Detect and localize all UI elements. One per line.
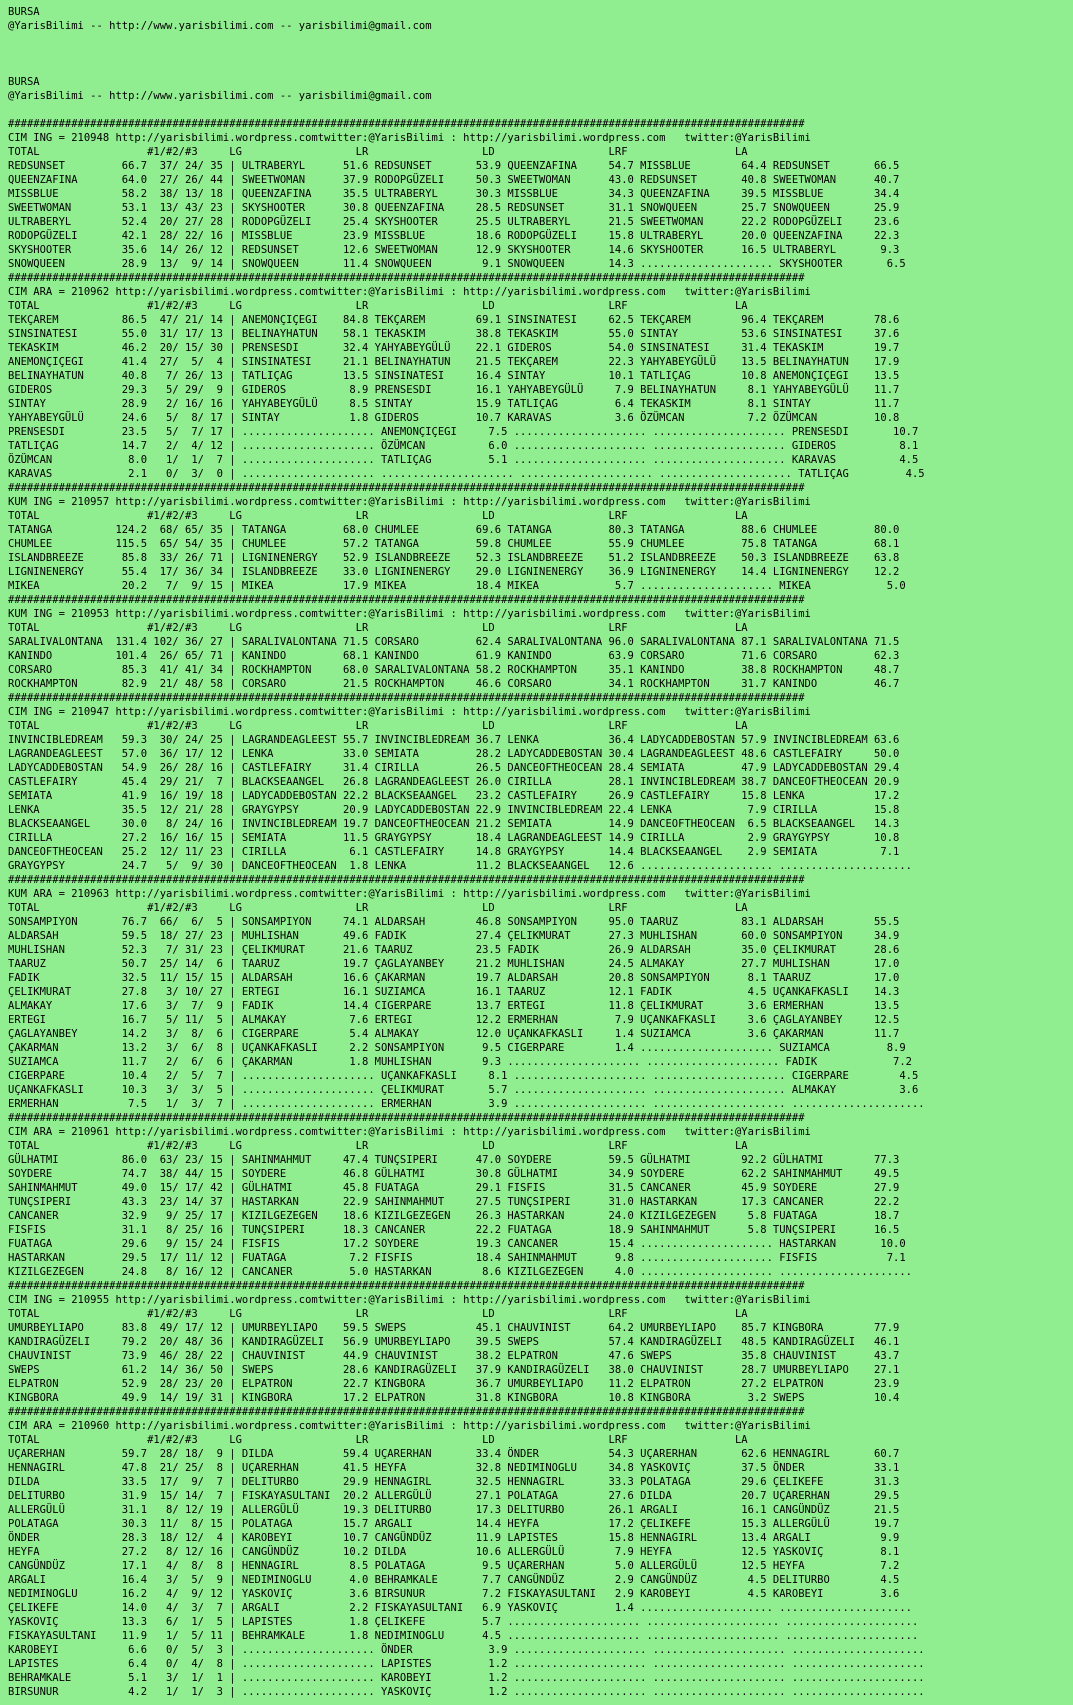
table-row: CIRILLA 27.2 16/ 16/ 15 | SEMIATA 11.5 GRAYGYPSY 18.4 LAGRANDEAGLEEST 14.9 CIRILLA 2.9 GRAYGYPSY 10.8 <box>8 832 900 844</box>
table-row: ÖNDER 28.3 18/ 12/ 4 | KAROBEYI 10.7 CANGÜNDÜZ 11.9 LAPISTES 15.8 HENNAGIRL 13.4 ARGALI 9.9 <box>8 1532 900 1544</box>
table-row: INVINCIBLEDREAM 59.3 30/ 24/ 25 | LAGRANDEAGLEEST 55.7 INVINCIBLEDREAM 36.7 LENKA 36.4 LADYCADDEBOSTAN 57.9 INVINCIBLEDREAM 63.6 <box>8 734 900 746</box>
table-row: DANCEOFTHEOCEAN 25.2 12/ 11/ 23 | CIRILLA 6.1 CASTLEFAIRY 14.8 GRAYGYPSY 14.4 BLACKSEAANGEL 2.9 SEMIATA 7.1 <box>8 846 900 858</box>
table-row: KANINDO 101.4 26/ 65/ 71 | KANINDO 68.1 KANINDO 61.9 KANINDO 63.9 CORSARO 71.6 CORSARO 62.3 <box>8 650 900 662</box>
table-row: KINGBORA 49.9 14/ 19/ 31 | KINGBORA 17.2 ELPATRON 31.8 KINGBORA 10.8 KINGBORA 3.2 SWEPS 10.4 <box>8 1392 900 1404</box>
table-row: HEYFA 27.2 8/ 12/ 16 | CANGÜNDÜZ 10.2 DILDA 10.6 ALLERGÜLÜ 7.9 HEYFA 12.5 YASKOVIÇ 8.1 <box>8 1546 900 1558</box>
table-row: MIKEA 20.2 7/ 9/ 15 | MIKEA 17.9 MIKEA 18.4 MIKEA 5.7 ..................... MIKEA 5.0 <box>8 580 906 592</box>
table-row: CANGÜNDÜZ 17.1 4/ 8/ 8 | HENNAGIRL 8.5 POLATAGA 9.5 UÇARERHAN 5.0 ALLERGÜLÜ 12.5 HEYFA 7.2 <box>8 1560 900 1572</box>
section-separator: ############################################################################################################################## <box>8 1112 805 1124</box>
table-row: SAHINMAHMUT 49.0 15/ 17/ 42 | GÜLHATMI 45.8 FUATAGA 29.1 FISFIS 31.5 CANCANER 45.9 SOYDERE 27.9 <box>8 1182 900 1194</box>
table-row: SINTAY 28.9 2/ 16/ 16 | YAHYABEYGÜLÜ 8.5 SINTAY 15.9 TATLIÇAG 6.4 TEKASKIM 8.1 SINTAY 11.7 <box>8 398 900 410</box>
section-separator: ############################################################################################################################## <box>8 594 805 606</box>
table-row: CIGERPARE 10.4 2/ 5/ 7 | ..................... UÇANKAFKASLI 8.1 ..................... ..................... CIGERPARE 4.5 <box>8 1070 919 1082</box>
table-row: SWEETWOMAN 53.1 13/ 43/ 23 | SKYSHOOTER 30.8 QUEENZAFINA 28.5 REDSUNSET 31.1 SNOWQUEEN 25.7 SNOWQUEEN 25.9 <box>8 202 900 214</box>
column-headers: TOTAL #1/#2/#3 LG LR LD LRF LA <box>8 510 748 522</box>
spacer-line <box>8 103 1068 117</box>
table-row: FISKAYASULTANI 11.9 1/ 5/ 11 | BEHRAMKALE 1.8 NEDIMINOGLU 4.5 ..................... ..................... ..................... <box>8 1630 919 1642</box>
table-row: KANDIRAGÜZELI 79.2 20/ 48/ 36 | KANDIRAGÜZELI 56.9 UMURBEYLIAPO 39.5 SWEPS 57.4 KANDIRAGÜZELI 48.5 KANDIRAGÜZELI 46.1 <box>8 1336 900 1348</box>
section-header: CIM ING = 210947 http://yarisbilimi.wordpress.comtwitter:@YarisBilimi : http://yarisbilimi.wordpress.com twitter:@YarisBilimi <box>8 706 811 718</box>
header-contact-repeat: @YarisBilimi -- http://www.yarisbilimi.com -- yarisbilimi@gmail.com <box>8 90 432 102</box>
table-row: ALDARSAH 59.5 18/ 27/ 23 | MUHLISHAN 49.6 FADIK 27.4 ÇELIKMURAT 27.3 MUHLISHAN 60.0 SONSAMPIYON 34.9 <box>8 930 900 942</box>
table-row: YAHYABEYGÜLÜ 24.6 5/ 8/ 17 | SINTAY 1.8 GIDEROS 10.7 KARAVAS 3.6 ÖZÜMCAN 7.2 ÖZÜMCAN 10.8 <box>8 412 900 424</box>
table-row: ÇAKARMAN 13.2 3/ 6/ 8 | UÇANKAFKASLI 2.2 SONSAMPIYON 9.5 CIGERPARE 1.4 ..................... SUZIAMCA 8.9 <box>8 1042 906 1054</box>
table-row: TAARUZ 50.7 25/ 14/ 6 | TAARUZ 19.7 ÇAGLAYANBEY 21.2 MUHLISHAN 24.5 ALMAKAY 27.7 MUHLISHAN 17.0 <box>8 958 900 970</box>
section-separator: ############################################################################################################################## <box>8 482 805 494</box>
table-row: GIDEROS 29.3 5/ 29/ 9 | GIDEROS 8.9 PRENSESDI 16.1 YAHYABEYGÜLÜ 7.9 BELINAYHATUN 8.1 YAHYABEYGÜLÜ 11.7 <box>8 384 900 396</box>
table-row: SWEPS 61.2 14/ 36/ 50 | SWEPS 28.6 KANDIRAGÜZELI 37.9 KANDIRAGÜZELI 38.0 CHAUVINIST 28.7 UMURBEYLIAPO 27.1 <box>8 1364 900 1376</box>
table-row: ROCKHAMPTON 82.9 21/ 48/ 58 | CORSARO 21.5 ROCKHAMPTON 46.6 CORSARO 34.1 ROCKHAMPTON 31.7 KANINDO 46.7 <box>8 678 900 690</box>
table-row: ALMAKAY 17.6 3/ 7/ 9 | FADIK 14.4 CIGERPARE 13.7 ERTEGI 11.8 ÇELIKMURAT 3.6 ERMERHAN 13.5 <box>8 1000 900 1012</box>
header-city-repeat: BURSA <box>8 76 40 88</box>
table-row: POLATAGA 30.3 11/ 8/ 15 | POLATAGA 15.7 ARGALI 14.4 HEYFA 17.2 ÇELIKEFE 15.3 ALLERGÜLÜ 19.7 <box>8 1518 900 1530</box>
table-row: ERTEGI 16.7 5/ 11/ 5 | ALMAKAY 7.6 ERTEGI 12.2 ERMERHAN 7.9 UÇANKAFKASLI 3.6 ÇAGLAYANBEY 12.5 <box>8 1014 900 1026</box>
table-row: KIZILGEZEGEN 24.8 8/ 16/ 12 | CANCANER 5.0 HASTARKAN 8.6 KIZILGEZEGEN 4.0 ..................... ..................... <box>8 1266 912 1278</box>
table-row: SUZIAMCA 11.7 2/ 6/ 6 | ÇAKARMAN 1.8 MUHLISHAN 9.3 ..................... ..................... FADIK 7.2 <box>8 1056 912 1068</box>
section-header: CIM ARA = 210961 http://yarisbilimi.wordpress.comtwitter:@YarisBilimi : http://yarisbilimi.wordpress.com twitter:@YarisBilimi <box>8 1126 811 1138</box>
section-header: CIM ING = 210948 http://yarisbilimi.wordpress.comtwitter:@YarisBilimi : http://yarisbilimi.wordpress.com twitter:@YarisBilimi <box>8 132 811 144</box>
section-header: CIM ARA = 210960 http://yarisbilimi.wordpress.comtwitter:@YarisBilimi : http://yarisbilimi.wordpress.com twitter:@YarisBilimi <box>8 1420 811 1432</box>
table-row: QUEENZAFINA 64.0 27/ 26/ 44 | SWEETWOMAN 37.9 RODOPGÜZELI 50.3 SWEETWOMAN 43.0 REDSUNSET 40.8 SWEETWOMAN 40.7 <box>8 174 900 186</box>
table-row: ÇELIKMURAT 27.8 3/ 10/ 27 | ERTEGI 16.1 SUZIAMCA 16.1 TAARUZ 12.1 FADIK 4.5 UÇANKAFKASLI 14.3 <box>8 986 900 998</box>
table-row: SEMIATA 41.9 16/ 19/ 18 | LADYCADDEBOSTAN 22.2 BLACKSEAANGEL 23.2 CASTLEFAIRY 26.9 CASTLEFAIRY 15.8 LENKA 17.2 <box>8 790 900 802</box>
section-separator: ############################################################################################################################## <box>8 1280 805 1292</box>
table-row: TATANGA 124.2 68/ 65/ 35 | TATANGA 68.0 CHUMLEE 69.6 TATANGA 80.3 TATANGA 88.6 CHUMLEE 80.0 <box>8 524 900 536</box>
table-row: YASKOVIÇ 13.3 6/ 1/ 5 | LAPISTES 1.8 ÇELIKEFE 5.7 ..................... ..................... ..................... <box>8 1616 919 1628</box>
section-header: CIM ARA = 210962 http://yarisbilimi.wordpress.comtwitter:@YarisBilimi : http://yarisbilimi.wordpress.com twitter:@YarisBilimi <box>8 286 811 298</box>
table-row: SOYDERE 74.7 38/ 44/ 15 | SOYDERE 46.8 GÜLHATMI 30.8 GÜLHATMI 34.9 SOYDERE 62.2 SAHINMAHMUT 49.5 <box>8 1168 900 1180</box>
table-row: BELINAYHATUN 40.8 7/ 26/ 13 | TATLIÇAG 13.5 SINSINATESI 16.4 SINTAY 10.1 TATLIÇAG 10.8 ANEMONÇIÇEGI 13.5 <box>8 370 900 382</box>
table-row: ARGALI 16.4 3/ 5/ 9 | NEDIMINOGLU 4.0 BEHRAMKALE 7.7 CANGÜNDÜZ 2.9 CANGÜNDÜZ 4.5 DELITURBO 4.5 <box>8 1574 900 1586</box>
table-row: ÇELIKEFE 14.0 4/ 3/ 7 | ARGALI 2.2 FISKAYASULTANI 6.9 YASKOVIÇ 1.4 ..................... ..................... <box>8 1602 912 1614</box>
table-row: UÇANKAFKASLI 10.3 3/ 3/ 5 | ..................... ÇELIKMURAT 5.7 ..................... ..................... ALMAKAY 3.6 <box>8 1084 919 1096</box>
table-row: ÖZÜMCAN 8.0 1/ 1/ 7 | ..................... TATLIÇAG 5.1 ..................... ..................... KARAVAS 4.5 <box>8 454 919 466</box>
section-header: CIM ING = 210955 http://yarisbilimi.wordpress.comtwitter:@YarisBilimi : http://yarisbilimi.wordpress.com twitter:@YarisBilimi <box>8 1294 811 1306</box>
table-row: TATLIÇAG 14.7 2/ 4/ 12 | ..................... ÖZÜMCAN 6.0 ..................... ..................... GIDEROS 8.1 <box>8 440 919 452</box>
table-row: ERMERHAN 7.5 1/ 3/ 7 | ..................... ERMERHAN 3.9 ..................... ..................... ..................... <box>8 1098 925 1110</box>
table-row: LAGRANDEAGLEEST 57.0 36/ 17/ 12 | LENKA 33.0 SEMIATA 28.2 LADYCADDEBOSTAN 30.4 LAGRANDEAGLEEST 48.6 CASTLEFAIRY 50.0 <box>8 748 900 760</box>
section-separator: ############################################################################################################################## <box>8 692 805 704</box>
table-row: HENNAGIRL 47.8 21/ 25/ 8 | UÇARERHAN 41.5 HEYFA 32.8 NEDIMINOGLU 34.8 YASKOVIÇ 37.5 ÖNDER 33.1 <box>8 1462 900 1474</box>
table-row: SONSAMPIYON 76.7 66/ 6/ 5 | SONSAMPIYON 74.1 ALDARSAH 46.8 SONSAMPIYON 95.0 TAARUZ 83.1 ALDARSAH 55.5 <box>8 916 900 928</box>
column-headers: TOTAL #1/#2/#3 LG LR LD LRF LA <box>8 622 748 634</box>
table-row: CASTLEFAIRY 45.4 29/ 21/ 7 | BLACKSEAANGEL 26.8 LAGRANDEAGLEEST 26.0 CIRILLA 28.1 INVINCIBLEDREAM 38.7 DANCEOFTHEOCEAN 20.9 <box>8 776 900 788</box>
table-row: GÜLHATMI 86.0 63/ 23/ 15 | SAHINMAHMUT 47.4 TUNÇSIPERI 47.0 SOYDERE 59.5 GÜLHATMI 92.2 GÜLHATMI 77.3 <box>8 1154 900 1166</box>
table-row: BIRSUNUR 4.2 1/ 1/ 3 | ..................... YASKOVIÇ 1.2 ..................... ..................... ..................... <box>8 1686 925 1698</box>
header-city: BURSA <box>8 6 40 18</box>
spacer-line <box>8 33 1068 47</box>
table-row: HASTARKAN 29.5 17/ 11/ 12 | FUATAGA 7.2 FISFIS 18.4 SAHINMAHMUT 9.8 ..................... FISFIS 7.1 <box>8 1252 906 1264</box>
spacer-line <box>8 61 1068 75</box>
table-row: RODOPGÜZELI 42.1 28/ 22/ 16 | MISSBLUE 23.9 MISSBLUE 18.6 RODOPGÜZELI 15.8 ULTRABERYL 20.0 QUEENZAFINA 22.3 <box>8 230 900 242</box>
table-row: CHUMLEE 115.5 65/ 54/ 35 | CHUMLEE 57.2 TATANGA 59.8 CHUMLEE 55.9 CHUMLEE 75.8 TATANGA 68.1 <box>8 538 900 550</box>
table-row: TEKASKIM 46.2 20/ 15/ 30 | PRENSESDI 32.4 YAHYABEYGÜLÜ 22.1 GIDEROS 54.0 SINSINATESI 31.4 TEKASKIM 19.7 <box>8 342 900 354</box>
table-row: FISFIS 31.1 8/ 25/ 16 | TUNÇSIPERI 18.3 CANCANER 22.2 FUATAGA 18.9 SAHINMAHMUT 5.8 TUNÇSIPERI 16.5 <box>8 1224 900 1236</box>
table-row: TUNÇSIPERI 43.3 23/ 14/ 37 | HASTARKAN 22.9 SAHINMAHMUT 27.5 TUNÇSIPERI 31.0 HASTARKAN 17.3 CANCANER 22.2 <box>8 1196 900 1208</box>
table-row: TEKÇAREM 86.5 47/ 21/ 14 | ANEMONÇIÇEGI 84.8 TEKÇAREM 69.1 SINSINATESI 62.5 TEKÇAREM 96.4 TEKÇAREM 78.6 <box>8 314 900 326</box>
section-header: KUM ARA = 210963 http://yarisbilimi.wordpress.comtwitter:@YarisBilimi : http://yarisbilimi.wordpress.com twitter:@YarisBilimi <box>8 888 811 900</box>
table-row: DELITURBO 31.9 15/ 14/ 7 | FISKAYASULTANI 20.2 ALLERGÜLÜ 27.1 POLATAGA 27.6 DILDA 20.7 UÇARERHAN 29.5 <box>8 1490 900 1502</box>
section-separator: ############################################################################################################################## <box>8 118 805 130</box>
column-headers: TOTAL #1/#2/#3 LG LR LD LRF LA <box>8 1140 748 1152</box>
table-row: SINSINATESI 55.0 31/ 17/ 13 | BELINAYHATUN 58.1 TEKASKIM 38.8 TEKASKIM 55.0 SINTAY 53.6 SINSINATESI 37.6 <box>8 328 900 340</box>
table-row: LIGNINENERGY 55.4 17/ 36/ 34 | ISLANDBREEZE 33.0 LIGNINENERGY 29.0 LIGNINENERGY 36.9 LIGNINENERGY 14.4 LIGNINENERGY 12.2 <box>8 566 900 578</box>
table-row: UMURBEYLIAPO 83.8 49/ 17/ 12 | UMURBEYLIAPO 59.5 SWEPS 45.1 CHAUVINIST 64.2 UMURBEYLIAPO 85.7 KINGBORA 77.9 <box>8 1322 900 1334</box>
column-headers: TOTAL #1/#2/#3 LG LR LD LRF LA <box>8 902 748 914</box>
table-row: KARAVAS 2.1 0/ 3/ 0 | ..................... ..................... ..................... ..................... TATLIÇAG 4.5 <box>8 468 925 480</box>
table-row: SARALIVALONTANA 131.4 102/ 36/ 27 | SARALIVALONTANA 71.5 CORSARO 62.4 SARALIVALONTANA 96.0 SARALIVALONTANA 87.1 SARALIVALONTANA 71.5 <box>8 636 900 648</box>
section-header: KUM ING = 210957 http://yarisbilimi.wordpress.comtwitter:@YarisBilimi : http://yarisbilimi.wordpress.com twitter:@YarisBilimi <box>8 496 811 508</box>
table-row: ALLERGÜLÜ 31.1 8/ 12/ 19 | ALLERGÜLÜ 19.3 DELITURBO 17.3 DELITURBO 26.1 ARGALI 16.1 CANGÜNDÜZ 21.5 <box>8 1504 900 1516</box>
table-row: FUATAGA 29.6 9/ 15/ 24 | FISFIS 17.2 SOYDERE 19.3 CANCANER 15.4 ..................... HASTARKAN 10.0 <box>8 1238 906 1250</box>
table-row: CORSARO 85.3 41/ 41/ 34 | ROCKHAMPTON 68.0 SARALIVALONTANA 58.2 ROCKHAMPTON 35.1 KANINDO 38.8 ROCKHAMPTON 48.7 <box>8 664 900 676</box>
table-row: BEHRAMKALE 5.1 3/ 1/ 1 | ..................... KAROBEYI 1.2 ..................... ..................... ..................... <box>8 1672 925 1684</box>
header-contact: @YarisBilimi -- http://www.yarisbilimi.com -- yarisbilimi@gmail.com <box>8 20 432 32</box>
table-row: FADIK 32.5 11/ 15/ 15 | ALDARSAH 16.6 ÇAKARMAN 19.7 ALDARSAH 20.8 SONSAMPIYON 8.1 TAARUZ 17.0 <box>8 972 900 984</box>
table-row: NEDIMINOGLU 16.2 4/ 9/ 12 | YASKOVIÇ 3.6 BIRSUNUR 7.2 FISKAYASULTANI 2.9 KAROBEYI 4.5 KAROBEYI 3.6 <box>8 1588 900 1600</box>
table-row: REDSUNSET 66.7 37/ 24/ 35 | ULTRABERYL 51.6 REDSUNSET 53.9 QUEENZAFINA 54.7 MISSBLUE 64.4 REDSUNSET 66.5 <box>8 160 900 172</box>
table-row: ISLANDBREEZE 85.8 33/ 26/ 71 | LIGNINENERGY 52.9 ISLANDBREEZE 52.3 ISLANDBREEZE 51.2 ISLANDBREEZE 50.3 ISLANDBREEZE 63.8 <box>8 552 900 564</box>
column-headers: TOTAL #1/#2/#3 LG LR LD LRF LA <box>8 720 748 732</box>
table-row: KAROBEYI 6.6 0/ 5/ 3 | ..................... ÖNDER 3.9 ..................... ..................... ..................... <box>8 1644 925 1656</box>
column-headers: TOTAL #1/#2/#3 LG LR LD LRF LA <box>8 1434 748 1446</box>
column-headers: TOTAL #1/#2/#3 LG LR LD LRF LA <box>8 1308 748 1320</box>
table-row: UÇARERHAN 59.7 28/ 18/ 9 | DILDA 59.4 UÇARERHAN 33.4 ÖNDER 54.3 UÇARERHAN 62.6 HENNAGIRL 60.7 <box>8 1448 900 1460</box>
section-separator: ############################################################################################################################## <box>8 874 805 886</box>
table-row: MUHLISHAN 52.3 7/ 31/ 23 | ÇELIKMURAT 21.6 TAARUZ 23.5 FADIK 26.9 ALDARSAH 35.0 ÇELIKMURAT 28.6 <box>8 944 900 956</box>
table-row: LENKA 35.5 12/ 21/ 28 | GRAYGYPSY 20.9 LADYCADDEBOSTAN 22.9 INVINCIBLEDREAM 22.4 LENKA 7.9 CIRILLA 15.8 <box>8 804 900 816</box>
section-separator: ############################################################################################################################## <box>8 1406 805 1418</box>
table-row: SKYSHOOTER 35.6 14/ 26/ 12 | REDSUNSET 12.6 SWEETWOMAN 12.9 SKYSHOOTER 14.6 SKYSHOOTER 16.5 ULTRABERYL 9.3 <box>8 244 900 256</box>
section-separator: ############################################################################################################################## <box>8 272 805 284</box>
table-row: PRENSESDI 23.5 5/ 7/ 17 | ..................... ANEMONÇIÇEGI 7.5 ..................... ..................... PRENSESDI 10.7 <box>8 426 919 438</box>
table-row: GRAYGYPSY 24.7 5/ 9/ 30 | DANCEOFTHEOCEAN 1.8 LENKA 11.2 BLACKSEAANGEL 12.6 ..................... ..................... <box>8 860 912 872</box>
table-row: SNOWQUEEN 28.9 13/ 9/ 14 | SNOWQUEEN 11.4 SNOWQUEEN 9.1 SNOWQUEEN 14.3 ..................... SKYSHOOTER 6.5 <box>8 258 906 270</box>
table-row: MISSBLUE 58.2 38/ 13/ 18 | QUEENZAFINA 35.5 ULTRABERYL 30.3 MISSBLUE 34.3 QUEENZAFINA 39.5 MISSBLUE 34.4 <box>8 188 900 200</box>
section-header: KUM ING = 210953 http://yarisbilimi.wordpress.comtwitter:@YarisBilimi : http://yarisbilimi.wordpress.com twitter:@YarisBilimi <box>8 608 811 620</box>
race-sections <box>8 117 1068 1699</box>
table-row: DILDA 33.5 17/ 9/ 7 | DELITURBO 29.9 HENNAGIRL 32.5 HENNAGIRL 33.3 POLATAGA 29.6 ÇELIKEFE 31.3 <box>8 1476 900 1488</box>
table-row: ULTRABERYL 52.4 20/ 27/ 28 | RODOPGÜZELI 25.4 SKYSHOOTER 25.5 ULTRABERYL 21.5 SWEETWOMAN 22.2 RODOPGÜZELI 23.6 <box>8 216 900 228</box>
column-headers: TOTAL #1/#2/#3 LG LR LD LRF LA <box>8 146 748 158</box>
table-row: ÇAGLAYANBEY 14.2 3/ 8/ 6 | CIGERPARE 5.4 ALMAKAY 12.0 UÇANKAFKASLI 1.4 SUZIAMCA 3.6 ÇAKARMAN 11.7 <box>8 1028 900 1040</box>
table-row: ANEMONÇIÇEGI 41.4 27/ 5/ 4 | SINSINATESI 21.1 BELINAYHATUN 21.5 TEKÇAREM 22.3 YAHYABEYGÜLÜ 13.5 BELINAYHATUN 17.9 <box>8 356 900 368</box>
table-row: CHAUVINIST 73.9 46/ 28/ 22 | CHAUVINIST 44.9 CHAUVINIST 38.2 ELPATRON 47.6 SWEPS 35.8 CHAUVINIST 43.7 <box>8 1350 900 1362</box>
table-row: LAPISTES 6.4 0/ 4/ 8 | ..................... LAPISTES 1.2 ..................... ..................... ..................... <box>8 1658 925 1670</box>
table-row: BLACKSEAANGEL 30.0 8/ 24/ 16 | INVINCIBLEDREAM 19.7 DANCEOFTHEOCEAN 21.2 SEMIATA 14.9 DANCEOFTHEOCEAN 6.5 BLACKSEAANGEL 14.3 <box>8 818 900 830</box>
column-headers: TOTAL #1/#2/#3 LG LR LD LRF LA <box>8 300 748 312</box>
table-row: LADYCADDEBOSTAN 54.9 26/ 28/ 16 | CASTLEFAIRY 31.4 CIRILLA 26.5 DANCEOFTHEOCEAN 28.4 SEMIATA 47.9 LADYCADDEBOSTAN 29.4 <box>8 762 900 774</box>
results-document <box>8 5 1068 1699</box>
table-row: ELPATRON 52.9 28/ 23/ 20 | ELPATRON 22.7 KINGBORA 36.7 UMURBEYLIAPO 11.2 ELPATRON 27.2 ELPATRON 23.9 <box>8 1378 900 1390</box>
spacer-line <box>8 47 1068 61</box>
table-row: CANCANER 32.9 9/ 25/ 17 | KIZILGEZEGEN 18.6 KIZILGEZEGEN 26.3 HASTARKAN 24.0 KIZILGEZEGEN 5.8 FUATAGA 18.7 <box>8 1210 900 1222</box>
